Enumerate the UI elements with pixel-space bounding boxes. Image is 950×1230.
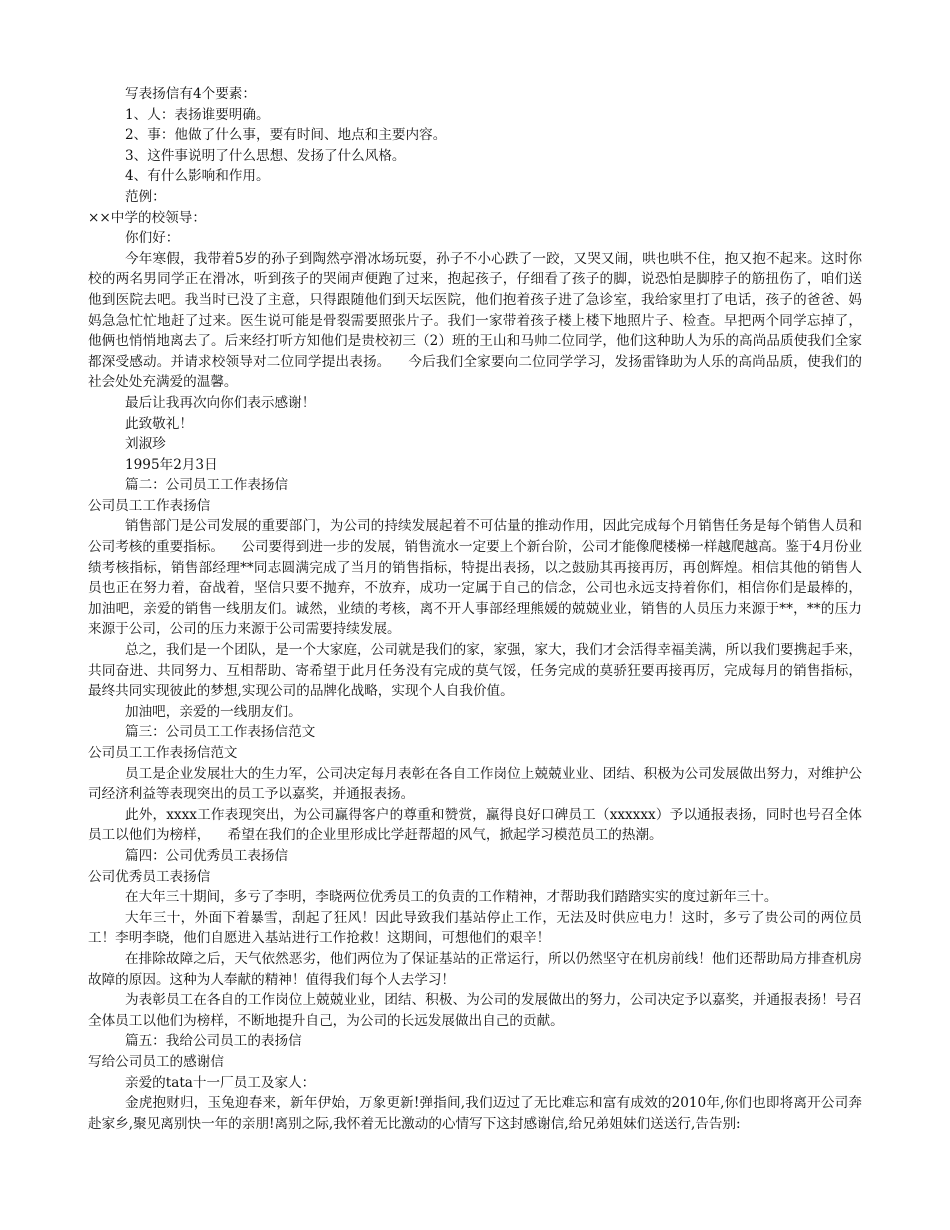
paragraph: 销售部门是公司发展的重要部门，为公司的持续发展起着不可估量的推动作用，因此完成每个月销售任务是每个销售人员和公司考核的重要指标。 公司要得到进一步的发展，销售流水一定要上个新台阶，公司才能像爬楼梯一样越爬越高。鉴于4月份业绩考核指标，销售部经理**同志圆满完成了当月的销售指标，特提出表扬，以之鼓励其再接再厉，再创辉煌。相信其他的销售人员也正在努力着，奋战着，坚信只要不抛弃，不放弃，成功一定属于自己的信念，公司也永远支持着你们，相信你们是最棒的，加油吧，亲爱的销售一线朋友们。诚然，业绩的考核，离不开人事部经理熊媛的兢兢业业，销售的人员压力来源于**，**的压力来源于公司，公司的压力来源于公司需要持续发展。 [88, 518, 862, 638]
paragraph: 在大年三十期间，多亏了李明，李晓两位优秀员工的负责的工作精神，才帮助我们踏踏实实的度过新年三十。 [125, 889, 778, 906]
paragraph: 员工是企业发展壮大的生力军，公司决定每月表彰在各自工作岗位上兢兢业业、团结、积极为公司发展做出努力，对维护公司经济利益等表现突出的员工予以嘉奖，并通报表扬。 [88, 765, 862, 803]
paragraph: 亲爱的tata十一厂员工及家人： [125, 1074, 316, 1091]
paragraph: 4、有什么影响和作用。 [125, 168, 270, 185]
paragraph: 在排除故障之后，天气依然恶劣，他们两位为了保证基站的正常运行，所以仍然坚守在机房前线！他们还帮助局方排查机房故障的原因。这种为人奉献的精神！值得我们每个人去学习！ [88, 950, 862, 988]
paragraph: 加油吧，亲爱的一线朋友们。 [125, 703, 302, 720]
paragraph: 总之，我们是一个团队，是一个大家庭，公司就是我们的家，家强，家大，我们才会活得幸福美满，所以我们要携起手来，共同奋进、共同努力、互相帮助、寄希望于此月任务没有完成的莫气馁，任务完成的莫骄狂要再接再厉，完成每月的销售指标，最终共同实现彼此的梦想,实现公司的品牌化战略，实现个人自我价值。 [88, 642, 862, 700]
paragraph: 范例： [125, 188, 166, 205]
paragraph: 今年寒假，我带着5岁的孙子到陶然亭滑冰场玩耍，孙子不小心跌了一跤，又哭又闹，哄也哄不住，抱又抱不起来。这时你校的两名男同学正在滑冰，听到孩子的哭闹声便跑了过来，抱起孩子，仔细看了孩子的脚，说恐怕是脚脖子的筋扭伤了，咱们送他到医院去吧。我当时已没了主意，只得跟随他们到天坛医院，他们抱着孩子进了急诊室，我给家里打了电话，孩子的爸爸、妈妈急急忙忙地赶了过来。医生说可能是骨裂需要照张片子。我们一家带着孩子楼上楼下地照片子、检查。早把两个同学忘掉了，他俩也悄悄地离去了。后来经打听方知他们是贵校初三（2）班的王山和马帅二位同学，他们这种助人为乐的高尚品质使我们全家都深受感动。并请求校领导对二位同学提出表扬。 今后我们全家要向二位同学学习，发扬雷锋助为人乐的高尚品质，使我们的社会处处充满爱的温馨。 [88, 250, 862, 391]
paragraph: 此致敬礼！ [125, 415, 193, 432]
paragraph: 篇四：公司优秀员工表扬信 [125, 847, 289, 864]
paragraph: 3、这件事说明了什么思想、发扬了什么风格。 [125, 147, 406, 164]
paragraph: 金虎抱财归，玉兔迎春来，新年伊始，万象更新!弹指间,我们迈过了无比难忘和富有成效的2010年,你们也即将离开公司奔赴家乡,聚见离别快一年的亲朋!离别之际,我怀着无比激动的心情写下这封感谢信,给兄弟姐妹们送送行,告告别: [88, 1095, 862, 1132]
paragraph: 篇三：公司员工工作表扬信范文 [125, 724, 316, 741]
paragraph: 公司优秀员工表扬信 [88, 868, 211, 885]
paragraph: 2、事：他做了什么事，要有时间、地点和主要内容。 [125, 127, 447, 144]
paragraph: 公司员工工作表扬信 [88, 497, 211, 514]
paragraph: 最后让我再次向你们表示感谢！ [125, 394, 316, 411]
paragraph: 1995年2月3日 [125, 456, 218, 473]
paragraph: 大年三十，外面下着暴雪，刮起了狂风！因此导致我们基站停止工作，无法及时供应电力！这时，多亏了贵公司的两位员工！李明李晓，他们自愿进入基站进行工作抢救！这期间，可想他们的艰辛！ [88, 909, 862, 947]
paragraph: 写表扬信有4个要素： [125, 86, 256, 102]
paragraph: 为表彰员工在各自的工作岗位上兢兢业业，团结、积极、为公司的发展做出的努力，公司决定予以嘉奖，并通报表扬！号召全体员工以他们为榜样，不断地提升自己，为公司的长远发展做出自己的贡献。 [88, 992, 862, 1029]
paragraph: 此外，xxxx工作表现突出，为公司赢得客户的尊重和赞赏，赢得良好口碑员工（xxxxxx）予以通报表扬，同时也号召全体员工以他们为榜样， 希望在我们的企业里形成比学赶帮超的风气，掀起学习模范员工的热潮。 [88, 806, 862, 844]
paragraph: 写给公司员工的感谢信 [88, 1053, 224, 1070]
document-body [88, 84, 862, 1134]
paragraph: 1、人：表扬谁要明确。 [125, 106, 270, 123]
paragraph: 你们好： [125, 230, 180, 247]
paragraph: 刘淑珍 [125, 436, 166, 453]
paragraph: 篇五：我给公司员工的表扬信 [125, 1033, 302, 1050]
paragraph: 篇二：公司员工工作表扬信 [125, 477, 289, 494]
paragraph: 公司员工工作表扬信范文 [88, 745, 238, 761]
paragraph: ××中学的校领导： [88, 209, 206, 226]
